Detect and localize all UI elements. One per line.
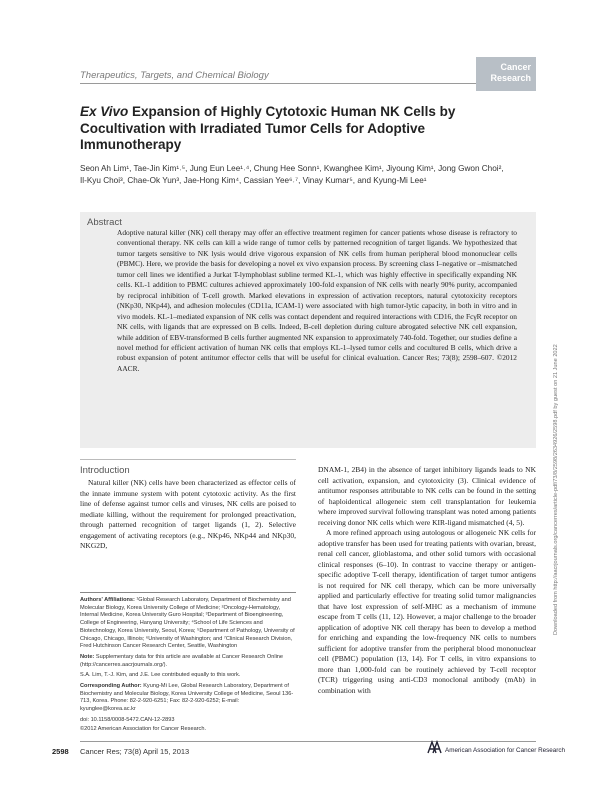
abstract-heading: Abstract <box>87 217 122 228</box>
note-text: Supplementary data for this article are available at Cancer Research Online (http://cancerres.aacrjournals.org/). <box>80 653 284 668</box>
author-list: Seon Ah Lim¹, Tae-Jin Kim¹˒⁵, Jung Eun Lee¹˒⁴, Chung Hee Sonn¹, Kwanghee Kim¹, Jiyoung Kim¹, Jong Gwon Choi², Il-Kyu Choi³, Chae-Ok Yun³, Jae-Hong Kim⁴, Cassian Yee⁶˒⁷, Vinay Kumar⁵, and Kyung-Mi Lee¹ <box>80 164 504 185</box>
title-italic: Ex Vivo <box>80 104 129 119</box>
affiliations-label: Authors' Affiliations: <box>80 597 135 603</box>
page-number: 2598 <box>52 747 69 756</box>
supplementary-note <box>80 654 296 669</box>
right-para-1: DNAM-1, 2B4) in the absence of target inhibitory ligands leads to NK cell activation, expansion, and cytotoxicity (3). Clinical evidence of antitumor responses attributable to NK cells can be found in the setting of haploidentical allogeneic stem cell transplantation for leukemia where improved survival following transplant was noted among patients receiving donor NK cells which were KIR-ligand mismatched (4, 5). <box>318 465 536 527</box>
doi: doi: 10.1158/0008-5472.CAN-12-2893 <box>80 716 175 723</box>
article-title <box>80 104 500 154</box>
intro-text: Natural killer (NK) cells have been characterized as effector cells of the innate immune system with potent cytotoxic activity. As the first line of defense against tumor cells and viruses, NK cells are poised to mediate killing, without the requirement for prolonged preactivation, through patterned recognition of target ligands (1, 2). Selective engagement of activating receptors (e.g., NKp46, NKp44 and NKp30, NKG2D, <box>80 478 296 550</box>
affiliations-text: ¹Global Research Laboratory, Department of Biochemistry and Molecular Biology, Korea University College of Medicine; ²Oncology-Hematology, Internal Medicine, Korea University Guro Hospital; ³Department of Bioengineering, College of Engineering, Hanyang University; ⁴School of Life Sciences and Biotechnology, Korea University, Seoul, Korea; ⁵Department of Pathology, University of Chicago, Chicago, Illinois; ⁶University of Washington; and ⁷Clinical Research Division, Fred Hutchinson Cancer Research Center, Seattle, Washington <box>80 597 295 650</box>
aacr-logo-icon <box>427 740 443 754</box>
download-notice: Downloaded from http://aacrjournals.org/cancerres/article-pdf/73/8/2598/2634926/2598.pdf by guest on 21 June 2022 <box>553 344 559 635</box>
journal-citation: Cancer Res; 73(8) April 15, 2013 <box>80 747 190 756</box>
note-label: Note: <box>80 653 95 660</box>
top-rule <box>80 83 478 84</box>
bottom-rule <box>80 741 536 742</box>
abstract-text: Adoptive natural killer (NK) cell therapy may offer an effective treatment regimen for cancer patients whose disease is refractory to conventional therapy. NK cells can kill a wide range of tumor cells by patterned recognition of target ligands. We hypothesized that tumor targets sensitive to NK lysis would drive vigorous expansion of NK cells from human peripheral blood mononuclear cells (PBMC). Here, we provide the basis for developing a novel ex vivo expansion process. By screening class I–negative or –mismatched tumor cell lines we identified a Jurkat T-lymphoblast subline termed KL-1, which was highly effective in specifically expanding NK cells. KL-1 addition to PBMC cultures achieved approximately 100-fold expansion of NK cells with nearly 90% purity, accompanied by reciprocal inhibition of T-cell growth. Marked elevations in expression of activation receptors, natural cytotoxicity receptors (NKp30, NKp44), and adhesion molecules (CD11a, ICAM-1) were associated with high tumor-lytic capacity, in both in vitro and in vivo models. KL-1–mediated expansion of NK cells was contact dependent and required interactions with CD16, the FcγR receptor on NK cells, with ligands that are expressed on B cells. Indeed, B-cell depletion during culture abrogated selective NK cell expansion, while addition of EBV-transformed B cells further augmented NK expansion to approximately 740-fold. Together, our studies define a novel method for efficient activation of human NK cells that employs KL-1–lysed tumor cells and cocultured B cells, which drive a robust expansion of potent antitumor effector cells that will be useful for clinical evaluation. Cancer Res; 73(8); 2598–607. ©2012 AACR. <box>117 228 517 373</box>
affiliations-rule <box>80 592 296 593</box>
intro-rule <box>80 459 296 460</box>
copyright: ©2012 American Association for Cancer Research. <box>80 725 207 732</box>
section-label: Therapeutics, Targets, and Chemical Biology <box>80 70 269 81</box>
right-column <box>318 465 536 696</box>
right-para-2: A more refined approach using autologous or allogeneic NK cells for adoptive transfer has been used for treating patients with ovarian, breast, renal cell cancer, glioblastoma, and other solid tumors with occasional clinical responses (6–10). In contrast to vaccine therapy or antigen-specific adoptive T-cell therapy, identification of target tumor antigens is not required for NK cell therapy, which can be more universally applied and particularly effective for treating solid tumor malignancies that have lost expression of self-MHC as a mechanism of immune escape from T cells (11, 12). However, a major challenge to the broader application of adoptive NK cell therapy has been to develop a method for enriching and expanding the low-frequency NK cells to numbers sufficient for adoptive transfer from the peripheral blood mononuclear cell (PBMC) population (13, 14). For T cells, in vitro expansions to more than 1,000-fold can be routinely achieved by T-cell receptor (TCR) triggering using anti-CD3 monoclonal antibody (mAb) in combination with <box>318 528 536 695</box>
affiliations <box>80 597 296 651</box>
title-rest: Expansion of Highly Cytotoxic Human NK Cells by Cocultivation with Irradiated Tumor Cells for Adoptive Immunotherapy <box>80 104 456 152</box>
equal-contribution: S.A. Lim, T.-J. Kim, and J.E. Lee contributed equally to this work. <box>80 672 241 679</box>
intro-heading: Introduction <box>80 465 130 476</box>
corresponding-author <box>80 683 296 714</box>
brand-line1: Cancer <box>500 62 531 72</box>
corr-text: Kyung-Mi Lee, Global Research Laboratory, Department of Biochemistry and Molecular Biology, Korea University College of Medicine, Seoul 136-713, Korea. Phone: 82-2-920-6251; Fax: 82-2-920-6252; E-mail: kyunglee@korea.ac.kr <box>80 683 294 713</box>
corr-label: Corresponding Author: <box>80 683 142 690</box>
affiliations-block <box>80 597 296 736</box>
journal-brand-box <box>476 57 536 91</box>
publisher-name: American Association for Cancer Research <box>445 747 566 754</box>
brand-line2: Research <box>490 73 531 83</box>
download-sidebar <box>553 205 563 635</box>
